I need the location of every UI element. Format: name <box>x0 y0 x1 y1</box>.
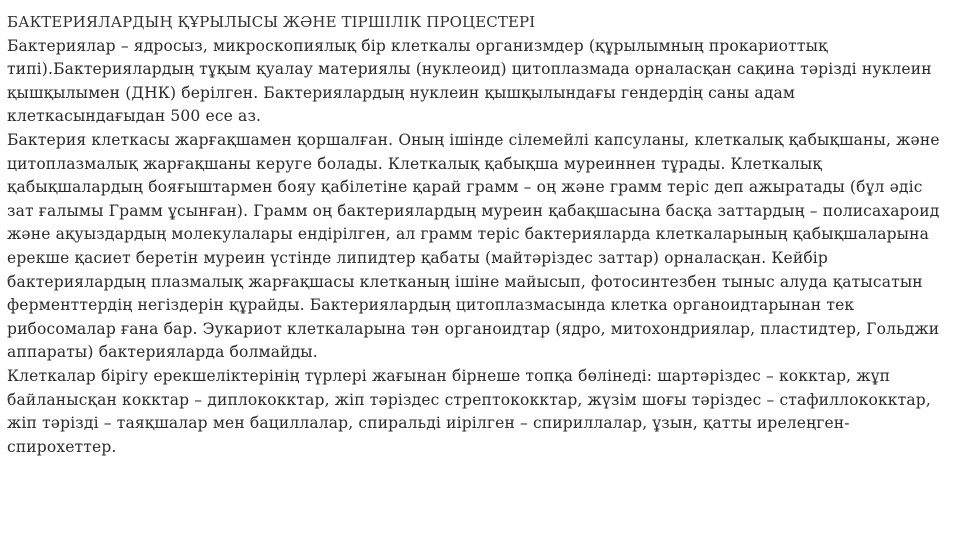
paragraph-bacteria-definition: Бактериялар – ядросыз, микроскопиялық бір клеткалы организмдер (құрылымның прокариоттық типі).Бактериялардың тұқым қуалау материялы (нуклеоид) цитоплазмада орналасқан сақина тәрізді нуклеин қышқылымен (ДНК) берілген. Бактериялардың нуклеин қышқылындағы гендердің саны адам клеткасындағыдан 500 есе аз. <box>7 36 932 126</box>
document-body <box>7 11 953 459</box>
paragraph-cell-structure: Бактерия клеткасы жарғақшамен қоршалған. Оның ішінде сілемейлі капсуланы, клеткалық қабықшаны, және цитоплазмалық жарғақшаны керуге болады. Клеткалық қабықша муреиннен тұрады. Клеткалық қабықшалардың бояғыштармен бояу қабілетіне қарай грамм – оң және грамм теріс деп ажыратады (бұл әдіс зат ғалымы Грамм ұсынған). Грамм оң бактериялардың муреин қабақшасына басқа заттардың – полисахароид және ақуыздардың молекулалары ендірілген, ал грамм теріс бактерияларда клеткаларының қабықшаларына ерекше қасиет беретін муреин үстінде липидтер қабаты (майтәріздес заттар) орналасқан. Кейбір бактериялардың плазмалық жарғақшасы клетканың ішіне майысып, фотосинтезбен тыныс алуда қатысатын ферменттердің негіздерін құрайды. Бактериялардың цитоплазмасында клетка органоидтарынан тек рибосомалар ғана бар. Эукариот клеткаларына тән органоидтар (ядро, митохондриялар, пластидтер, Гольджи аппараты) бактерияларда болмайды. <box>7 130 940 362</box>
paragraph-cell-groups: Клеткалар бірігу ерекшеліктерінің түрлері жағынан бірнеше топқа бөлінеді: шартәріздес – кокктар, жұп байланысқан кокктар – диплококктар, жіп тәріздес стрептококктар, жүзім шоғы тәріздес – стафиллококктар, жіп тәрізді – таяқшалар мен бациллалар, спиральді иірілген – спириллалар, ұзын, қатты ирелеңген-спирохеттер. <box>7 366 931 456</box>
document-title: БАКТЕРИЯЛАРДЫҢ ҚҰРЫЛЫСЫ ЖӘНЕ ТІРШІЛІК ПРОЦЕСТЕРІ <box>7 13 536 31</box>
